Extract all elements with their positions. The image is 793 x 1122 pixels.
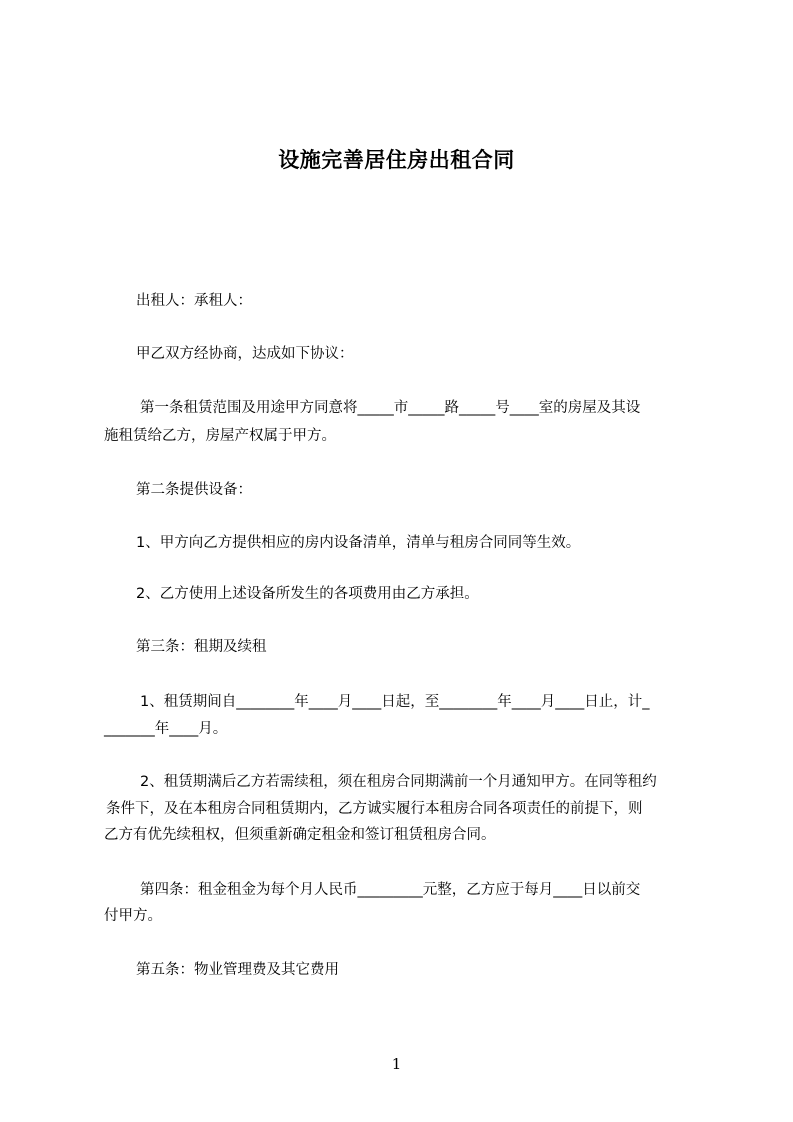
article-3-heading: 第三条：租期及续租 <box>136 639 267 655</box>
article-1-line-1: 第一条租赁范围及用途甲方同意将_____市_____路_____号____室的房屋及其设 <box>140 400 641 416</box>
article-3-item-2-line-1: 2、租赁期满后乙方若需续租，须在租房合同期满前一个月通知甲方。在同等租约 <box>140 774 657 790</box>
article-2-item-1: 1、甲方向乙方提供相应的房内设备清单，清单与租房合同同等生效。 <box>136 535 581 551</box>
article-3-item-1-line-1: 1、租赁期间自________年____月____日起，至________年____月____日止，计_ <box>140 694 650 710</box>
page-number: 1 <box>391 1055 402 1073</box>
article-3-item-1-line-2: _______年____月。 <box>104 721 228 737</box>
article-3-item-2-line-2: 条件下，及在本租房合同租赁期内，乙方诚实履行本租房合同各项责任的前提下，则 <box>106 801 643 817</box>
article-5-heading: 第五条：物业管理费及其它费用 <box>136 962 339 978</box>
article-3-item-2-line-3: 乙方有优先续租权，但须重新确定租金和签订租赁租房合同。 <box>104 827 496 843</box>
parties-line: 出租人：承租人： <box>136 293 252 309</box>
article-1-line-2: 施租赁给乙方，房屋产权属于甲方。 <box>104 428 336 444</box>
document-title: 设施完善居住房出租合同 <box>278 148 515 172</box>
article-2-heading: 第二条提供设备： <box>136 482 252 498</box>
article-4-line-1: 第四条：租金租金为每个月人民币_________元整，乙方应于每月____日以前交 <box>140 882 641 898</box>
article-4-line-2: 付甲方。 <box>104 908 162 924</box>
agreement-intro: 甲乙双方经协商，达成如下协议： <box>136 346 354 362</box>
article-2-item-2: 2、乙方使用上述设备所发生的各项费用由乙方承担。 <box>136 586 479 602</box>
